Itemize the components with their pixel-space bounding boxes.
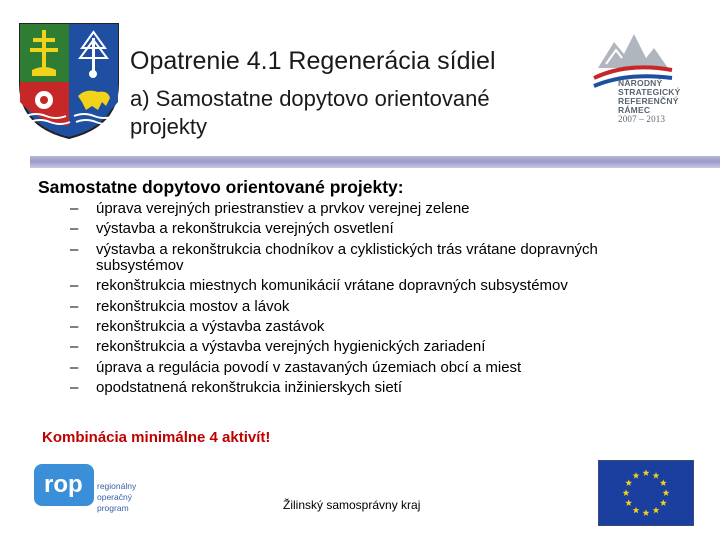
list-item (70, 278, 630, 295)
dash-marker: – (70, 297, 79, 315)
list-item (70, 339, 630, 356)
list-item-text: úprava verejných priestranstiev a prvkov verejnej zelene (96, 200, 470, 217)
dash-marker: – (70, 317, 79, 335)
slide-title: Opatrenie 4.1 Regenerácia sídiel (130, 47, 496, 75)
nsrr-line: STRATEGICKÝ (618, 87, 681, 97)
list-item-text: rekonštrukcia mostov a lávok (96, 297, 290, 315)
rop-logo-text (97, 481, 136, 514)
dash-marker: – (70, 338, 79, 356)
slide-subtitle: a) Samostatne dopytovo orientované projekty (130, 86, 490, 139)
list-item-text: výstavba a rekonštrukcia verejných osvetlení (96, 220, 394, 238)
list-item-text: opodstatnená rekonštrukcia inžinierskych sietí (96, 378, 402, 396)
eu-flag-icon (598, 460, 694, 526)
nsrr-years: 2007 – 2013 (618, 114, 666, 124)
rop-line: operačný (97, 492, 132, 502)
coat-of-arms-icon (18, 22, 120, 140)
nsrr-line: RÁMEC (618, 105, 651, 115)
combination-note: Kombinácia minimálne 4 aktivít! (42, 429, 271, 446)
dash-marker: – (70, 378, 79, 396)
list-item-text: úprava a regulácia povodí v zastavaných územiach obcí a miest (96, 358, 522, 376)
list-item-text: rekonštrukcia miestnych komunikácií vrátane dopravných subsystémov (96, 277, 568, 295)
list-item (70, 299, 630, 316)
rop-line: regionálny (97, 481, 137, 491)
activity-list (70, 201, 630, 400)
dash-marker: – (70, 240, 79, 258)
dash-marker: – (70, 358, 79, 376)
list-item (70, 319, 630, 336)
nsrr-line: NÁRODNÝ (618, 78, 663, 88)
rop-mark: rop (44, 471, 83, 498)
title-divider (30, 156, 720, 168)
list-item (70, 242, 630, 275)
nsrr-line: REFERENČNÝ (618, 96, 679, 106)
list-item-text: rekonštrukcia a výstavba zastávok (96, 317, 325, 335)
list-item (70, 201, 630, 218)
section-heading: Samostatne dopytovo orientované projekty: (38, 177, 404, 197)
list-item (70, 380, 630, 397)
list-item (70, 221, 630, 238)
footer-text: Žilinský samosprávny kraj (283, 498, 421, 512)
rop-line: program (97, 503, 129, 513)
nsrr-logo-text (618, 79, 681, 124)
list-item-text: rekonštrukcia a výstavba verejných hygienických zariadení (96, 338, 486, 356)
dash-marker: – (70, 277, 79, 295)
list-item-text: výstavba a rekonštrukcia chodníkov a cyklistických trás vrátane dopravných subsystémov (96, 240, 598, 275)
list-item (70, 360, 630, 377)
dash-marker: – (70, 200, 79, 217)
dash-marker: – (70, 220, 79, 238)
